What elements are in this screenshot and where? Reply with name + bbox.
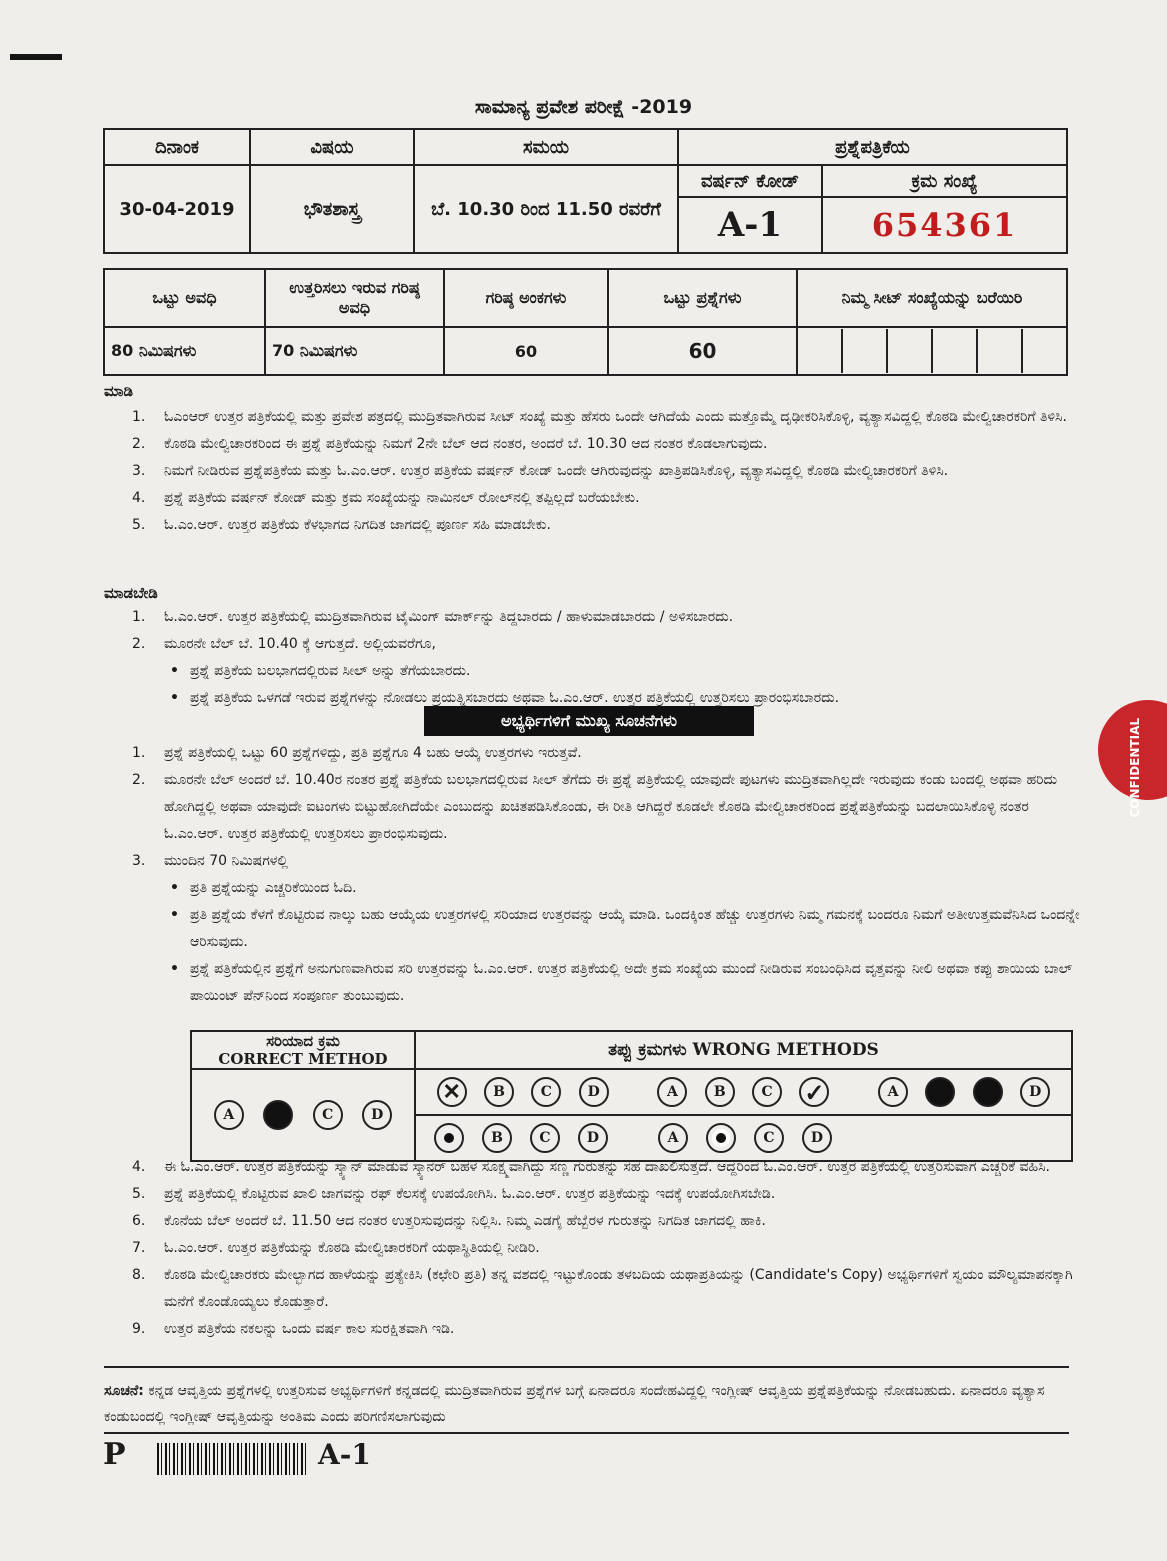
footer-letter: P [103,1437,126,1472]
total-questions-label: ಒಟ್ಟು ಪ್ರಶ್ನೆಗಳು [608,269,797,327]
bubble-crossed [437,1077,467,1107]
list-item: 2. ಮೂರನೇ ಬೆಲ್ ಬೆ. 10.40 ಕ್ಕೆ ಆಗುತ್ತದೆ. ಅಲ್ಲಿಯವರೆಗೂ, [132,636,436,652]
bubble: C [530,1123,560,1153]
version-code: A-1 [678,197,822,253]
list-item: 1. ಓಎಂಆರ್ ಉತ್ತರ ಪತ್ರಿಕೆಯಲ್ಲಿ ಮತ್ತು ಪ್ರವೇಶ ಪತ್ರದಲ್ಲಿ ಮುದ್ರಿತವಾಗಿರುವ ಸೀಟ್ ಸಂಖ್ಯೆ ಮತ್ತು ಹೆಸರು ಒಂದೇ ಆಗಿದೆಯೆ ಎಂದು ಮತ್ತೊಮ್ಮೆ ದೃಢೀಕರಿಸಿಕೊಳ್ಳಿ, ವ್ಯತ್ಯಾಸವಿದ್ದಲ್ಲಿ ಕೊಠಡಿ ಮೇಲ್ವಿಚಾರಕರಿಗೆ ತಿಳಿಸಿ. [132,409,1067,425]
bubble: B [705,1077,735,1107]
total-questions: 60 [608,327,797,375]
answer-duration-label: ಉತ್ತರಿಸಲು ಇರುವ ಗರಿಷ್ಠ ಅವಧಿ [265,269,444,327]
list-item: 5. ಪ್ರಶ್ನೆ ಪತ್ರಿಕೆಯಲ್ಲಿ ಕೊಟ್ಟಿರುವ ಖಾಲಿ ಜಾಗವನ್ನು ರಫ್ ಕೆಲಸಕ್ಕೆ ಉಪಯೋಗಿಸಿ. ಓ.ಎಂ.ಆರ್. ಉತ್ತರ ಪತ್ರಿಕೆಯನ್ನು ಇದಕ್ಕೆ ಉಪಯೋಗಿಸಬೇಡಿ. [132,1186,776,1202]
bullet-item: • ಪ್ರತಿ ಪ್ರಶ್ನೆಯನ್ನು ಎಚ್ಚರಿಕೆಯಿಂದ ಓದಿ. [104,875,1084,902]
dos-heading: ಮಾಡಿ [104,382,134,400]
bubble: D [1020,1077,1050,1107]
subject-label: ವಿಷಯ [250,129,414,165]
bubble-filled [925,1077,955,1107]
list-item: 1. ಓ.ಎಂ.ಆರ್. ಉತ್ತರ ಪತ್ರಿಕೆಯಲ್ಲಿ ಮುದ್ರಿತವಾಗಿರುವ ಟೈಮಿಂಗ್ ಮಾರ್ಕ್‌ನ್ನು ತಿದ್ದಬಾರದು / ಹಾಳುಮಾಡಬಾರದು / ಅಳಿಸಬಾರದು. [132,609,734,625]
bubble-partially-filled [706,1123,736,1153]
list-item: 6. ಕೊನೆಯ ಬೆಲ್ ಅಂದರೆ ಬೆ. 11.50 ಆದ ನಂತರ ಉತ್ತರಿಸುವುದನ್ನು ನಿಲ್ಲಿಸಿ. ನಿಮ್ಮ ಎಡಗೈ ಹೆಬ್ಬೆರಳ ಗುರುತನ್ನು ನಿಗದಿತ ಜಾಗದಲ್ಲಿ ಹಾಕಿ. [132,1213,766,1229]
time-label: ಸಮಯ [414,129,678,165]
bullet-item: • ಪ್ರಶ್ನೆ ಪತ್ರಿಕೆಯ ಬಲಭಾಗದಲ್ಲಿರುವ ಸೀಲ್ ಅನ್ನು ತೆಗೆಯಬಾರದು. [104,658,1084,685]
bubble: B [482,1123,512,1153]
instructions-list-continued [104,1154,1084,1343]
list-item: 1. ಪ್ರಶ್ನೆ ಪತ್ರಿಕೆಯಲ್ಲಿ ಒಟ್ಟು 60 ಪ್ರಶ್ನೆಗಳಿದ್ದು, ಪ್ರತಿ ಪ್ರಶ್ನೆಗೂ 4 ಬಹು ಆಯ್ಕೆ ಉತ್ತರಗಳು ಇರುತ್ತವೆ. [132,745,582,761]
bubble: B [484,1077,514,1107]
paper-label: ಪ್ರಶ್ನೆಪತ್ರಿಕೆಯ [678,129,1067,165]
exam-subject: ಭೌತಶಾಸ್ತ್ರ [250,165,414,253]
page-title: ಸಾಮಾನ್ಯ ಪ್ರವೇಶ ಪರೀಕ್ಷೆ -2019 [474,96,693,118]
exam-date: 30-04-2019 [104,165,250,253]
donts-heading: ಮಾಡಬೇಡಿ [104,584,158,602]
bubble: C [313,1100,343,1130]
dos-list [104,404,1084,539]
bubble: D [579,1077,609,1107]
list-item: 3. ನಿಮಗೆ ನೀಡಿರುವ ಪ್ರಶ್ನೆಪತ್ರಿಕೆಯ ಮತ್ತು ಓ.ಎಂ.ಆರ್. ಉತ್ತರ ಪತ್ರಿಕೆಯ ವರ್ಷನ್ ಕೋಡ್ ಒಂದೇ ಆಗಿರುವುದನ್ನು ಖಾತ್ರಿಪಡಿಸಿಕೊಳ್ಳಿ, ವ್ಯತ್ಯಾಸವಿದ್ದಲ್ಲಿ ಕೊಠಡಿ ಮೇಲ್ವಿಚಾರಕರಿಗೆ ತಿಳಿಸಿ. [132,463,949,479]
bubble-ticked [799,1077,829,1107]
donts-list [104,604,1084,712]
bubble: D [362,1100,392,1130]
note-label: ಸೂಚನೆ: [104,1383,144,1399]
divider [104,1432,1069,1434]
list-item: 5. ಓ.ಎಂ.ಆರ್. ಉತ್ತರ ಪತ್ರಿಕೆಯ ಕೆಳಭಾಗದ ನಿಗದಿತ ಜಾಗದಲ್ಲಿ ಪೂರ್ಣ ಸಹಿ ಮಾಡಬೇಕು. [132,517,551,533]
bubble: C [754,1123,784,1153]
seat-number-label: ನಿಮ್ಮ ಸೀಟ್ ಸಂಖ್ಯೆಯನ್ನು ಬರೆಯಿರಿ [797,269,1067,327]
bullet-item: • ಪ್ರಶ್ನೆ ಪತ್ರಿಕೆಯಲ್ಲಿನ ಪ್ರಶ್ನೆಗೆ ಅನುಗುಣವಾಗಿರುವ ಸರಿ ಉತ್ತರವನ್ನು ಓ.ಎಂ.ಆರ್. ಉತ್ತರ ಪತ್ರಿಕೆಯಲ್ಲಿ ಅದೇ ಕ್ರಮ ಸಂಖ್ಯೆಯ ಮುಂದೆ ನೀಡಿರುವ ಸಂಬಂಧಿಸಿದ ವೃತ್ತವನ್ನು ನೀಲಿ ಅಥವಾ ಕಪ್ಪು ಶಾಯಿಯ ಬಾಲ್ ಪಾಯಿಂಟ್ ಪೆನ್‌ನಿಂದ ಸಂಪೂರ್ಣ ತುಂಬುವುದು. [104,956,1084,1010]
serial-number: 654361 [822,197,1067,253]
bubble: A [657,1077,687,1107]
bullet-item: • ಪ್ರಶ್ನೆ ಪತ್ರಿಕೆಯ ಒಳಗಡೆ ಇರುವ ಪ್ರಶ್ನೆಗಳನ್ನು ನೋಡಲು ಪ್ರಯತ್ನಿಸಬಾರದು ಅಥವಾ ಓ.ಎಂ.ಆರ್. ಉತ್ತರ ಪತ್ರಿಕೆಯಲ್ಲಿ ಉತ್ತರಿಸಲು ಪ್ರಾರಂಭಿಸಬಾರದು. [104,685,1084,712]
note-text: ಕನ್ನಡ ಆವೃತ್ತಿಯ ಪ್ರಶ್ನೆಗಳಲ್ಲಿ ಉತ್ತರಿಸುವ ಅಭ್ಯರ್ಥಿಗಳಿಗೆ ಕನ್ನಡದಲ್ಲಿ ಮುದ್ರಿತವಾಗಿರುವ ಪ್ರಶ್ನೆಗಳ ಬಗ್ಗೆ ಏನಾದರೂ ಸಂದೇಹವಿದ್ದಲ್ಲಿ ಇಂಗ್ಲೀಷ್ ಆವೃತ್ತಿಯ ಪ್ರಶ್ನೆಪತ್ರಿಕೆಯನ್ನು ನೋಡಬಹುದು. ಏನಾದರೂ ವ್ಯತ್ಯಾಸ ಕಂಡುಬಂದಲ್ಲಿ ಇಂಗ್ಲೀಷ್ ಆವೃತ್ತಿಯನ್ನು ಅಂತಿಮ ಎಂದು ಪರಿಗಣಿಸಲಾಗುವುದು [104,1383,1045,1425]
list-item: 2. ಮೂರನೇ ಬೆಲ್ ಅಂದರೆ ಬೆ. 10.40ರ ನಂತರ ಪ್ರಶ್ನೆ ಪತ್ರಿಕೆಯ ಬಲಭಾಗದಲ್ಲಿರುವ ಸೀಲ್ ತೆಗೆದು ಈ ಪ್ರಶ್ನೆ ಪತ್ರಿಕೆಯಲ್ಲಿ ಯಾವುದೇ ಪುಟಗಳು ಮುದ್ರಿತವಾಗಿಲ್ಲದೇ ಇರುವುದು ಕಂಡು ಬಂದಲ್ಲಿ ಅಥವಾ ಹರಿದು ಹೋಗಿದ್ದಲ್ಲಿ ಅಥವಾ ಯಾವುದೇ ಐಟಂಗಳು ಬಿಟ್ಟುಹೋಗಿದೆಯೇ ಎಂಬುದನ್ನು ಖಚಿತಪಡಿಸಿಕೊಂಡು, ಈ ರೀತಿ ಆಗಿದ್ದರೆ ಕೂಡಲೇ ಕೊಠಡಿ ಮೇಲ್ವಿಚಾರಕರಿಂದ ಪ್ರಶ್ನೆಪತ್ರಿಕೆಯನ್ನು ಬದಲಾಯಿಸಿಕೊಳ್ಳಿ ನಂತರ ಓ.ಎಂ.ಆರ್. ಉತ್ತರ ಪತ್ರಿಕೆಯಲ್ಲಿ ಉತ್ತರಿಸಲು ಪ್ರಾರಂಭಿಸುವುದು. [132,772,1058,842]
list-item: 4. ಈ ಓ.ಎಂ.ಆರ್. ಉತ್ತರ ಪತ್ರಿಕೆಯನ್ನು ಸ್ಕ್ಯಾನ್ ಮಾಡುವ ಸ್ಕ್ಯಾನರ್ ಬಹಳ ಸೂಕ್ಷ್ಮವಾಗಿದ್ದು ಸಣ್ಣ ಗುರುತನ್ನು ಸಹ ದಾಖಲಿಸುತ್ತದೆ. ಆದ್ದರಿಂದ ಓ.ಎಂ.ಆರ್. ಉತ್ತರ ಪತ್ರಿಕೆಯಲ್ಲಿ ಉತ್ತರಿಸುವಾಗ ಎಚ್ಚರಿಕೆ ವಹಿಸಿ. [132,1159,1051,1175]
seat-number-boxes[interactable] [797,327,1067,375]
total-duration: 80 ನಿಮಿಷಗಳು [104,327,265,375]
bubble: A [878,1077,908,1107]
wrong-examples-row-1 [415,1069,1072,1115]
bullet-item: • ಪ್ರತಿ ಪ್ರಶ್ನೆಯ ಕೆಳಗೆ ಕೊಟ್ಟಿರುವ ನಾಲ್ಕು ಬಹು ಆಯ್ಕೆಯ ಉತ್ತರಗಳಲ್ಲಿ ಸರಿಯಾದ ಉತ್ತರವನ್ನು ಆಯ್ಕೆ ಮಾಡಿ. ಒಂದಕ್ಕಿಂತ ಹೆಚ್ಚು ಉತ್ತರಗಳು ನಿಮ್ಮ ಗಮನಕ್ಕೆ ಬಂದರೂ ನಿಮಗೆ ಅತೀಉತ್ತಮವೆನಿಸಿದ ಒಂದನ್ನೇ ಆರಿಸುವುದು. [104,902,1084,956]
list-item: 9. ಉತ್ತರ ಪತ್ರಿಕೆಯ ನಕಲನ್ನು ಒಂದು ವರ್ಷ ಕಾಲ ಸುರಕ್ಷಿತವಾಗಿ ಇಡಿ. [132,1321,455,1337]
bubble: D [578,1123,608,1153]
max-marks-label: ಗರಿಷ್ಠ ಅಂಕಗಳು [444,269,608,327]
note [104,1378,1069,1430]
wrong-methods-label: ತಪ್ಪು ಕ್ರಮಗಳು WRONG METHODS [415,1031,1072,1069]
header-table [103,128,1068,254]
instructions-list [104,740,1084,1010]
exam-time: ಬೆ. 10.30 ರಿಂದ 11.50 ರವರೆಗೆ [414,165,678,253]
divider [104,1366,1069,1368]
seal-text: CONFIDENTIAL [1128,718,1142,818]
bubble: A [658,1123,688,1153]
correct-example [191,1069,415,1161]
bubble: C [752,1077,782,1107]
bubble: A [214,1100,244,1130]
list-item: 8. ಕೊಠಡಿ ಮೇಲ್ವಿಚಾರಕರು ಮೇಲ್ಭಾಗದ ಹಾಳೆಯನ್ನು ಪ್ರತ್ಯೇಕಿಸಿ (ಕಛೇರಿ ಪ್ರತಿ) ತನ್ನ ವಶದಲ್ಲಿ ಇಟ್ಟುಕೊಂಡು ತಳಬದಿಯ ಯಥಾಪ್ರತಿಯನ್ನು (Candidate's Copy) ಅಭ್ಯರ್ಥಿಗಳಿಗೆ ಸ್ವಯಂ ಮೌಲ್ಯಮಾಪನಕ್ಕಾಗಿ ಮನೆಗೆ ಕೊಂಡೊಯ್ಯಲು ಕೊಡುತ್ತಾರೆ. [132,1267,1073,1310]
margin-mark [10,54,62,60]
list-item: 4. ಪ್ರಶ್ನೆ ಪತ್ರಿಕೆಯ ವರ್ಷನ್ ಕೋಡ್ ಮತ್ತು ಕ್ರಮ ಸಂಖ್ಯೆಯನ್ನು ನಾಮಿನಲ್ ರೋಲ್‌ನಲ್ಲಿ ತಪ್ಪಿಲ್ಲದೆ ಬರೆಯಬೇಕು. [132,490,640,506]
barcode [157,1443,307,1475]
date-label: ದಿನಾಂಕ [104,129,250,165]
bubble-filled [263,1100,293,1130]
answer-duration: 70 ನಿಮಿಷಗಳು [265,327,444,375]
footer-version-code: A-1 [318,1438,371,1471]
serial-label: ಕ್ರಮ ಸಂಖ್ಯೆ [822,165,1067,197]
bubble-filled [973,1077,1003,1107]
max-marks: 60 [444,327,608,375]
bubble-dotted [434,1123,464,1153]
omr-methods-table [190,1030,1073,1162]
list-item: 2. ಕೊಠಡಿ ಮೇಲ್ವಿಚಾರಕರಿಂದ ಈ ಪ್ರಶ್ನೆ ಪತ್ರಿಕೆಯನ್ನು ನಿಮಗೆ 2ನೇ ಬೆಲ್ ಆದ ನಂತರ, ಅಂದರೆ ಬೆ. 10.30 ಆದ ನಂತರ ಕೊಡಲಾಗುವುದು. [132,436,768,452]
confidential-seal [1098,700,1167,818]
bubble: C [531,1077,561,1107]
bubble: D [802,1123,832,1153]
correct-method-label: ಸರಿಯಾದ ಕ್ರಮ CORRECT METHOD [191,1031,415,1069]
version-code-label: ವರ್ಷನ್ ಕೋಡ್ [678,165,822,197]
total-duration-label: ಒಟ್ಟು ಅವಧಿ [104,269,265,327]
details-table [103,268,1068,376]
instructions-banner: ಅಭ್ಯರ್ಥಿಗಳಿಗೆ ಮುಖ್ಯ ಸೂಚನೆಗಳು [424,706,754,736]
list-item: 7. ಓ.ಎಂ.ಆರ್. ಉತ್ತರ ಪತ್ರಿಕೆಯನ್ನು ಕೊಠಡಿ ಮೇಲ್ವಿಚಾರಕರಿಗೆ ಯಥಾಸ್ಥಿತಿಯಲ್ಲಿ ನೀಡಿರಿ. [132,1240,540,1256]
list-item: 3. ಮುಂದಿನ 70 ನಿಮಿಷಗಳಲ್ಲಿ [132,853,288,869]
